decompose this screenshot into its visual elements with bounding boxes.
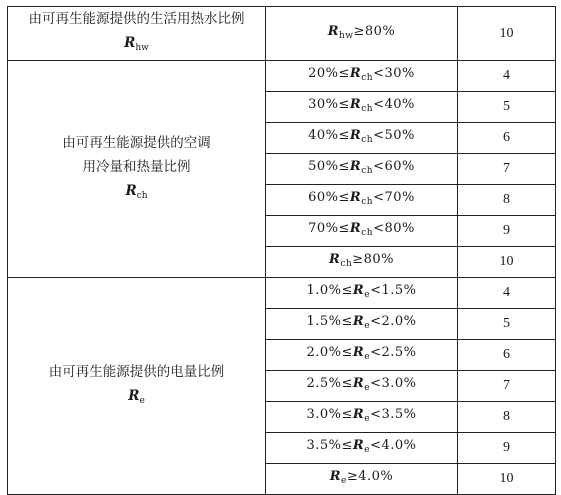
score-cell: 7 (458, 154, 556, 185)
range-upper-bound: ≥80% (353, 23, 396, 39)
range-symbol-letter: R (352, 438, 365, 453)
range-cell (266, 123, 458, 154)
score-cell: 9 (458, 216, 556, 247)
range-symbol-letter: R (349, 97, 362, 112)
range-cell (266, 216, 458, 247)
range-upper-bound: <3.5% (370, 407, 417, 422)
range-cell (266, 464, 458, 495)
range-cell (266, 309, 458, 340)
range-symbol-subscript: ch (340, 259, 353, 269)
range-upper-bound: <2.0% (370, 314, 417, 329)
range-symbol-letter: R (352, 376, 365, 391)
scoring-table-container (7, 6, 555, 495)
score-cell: 8 (458, 185, 556, 216)
scoring-table (7, 6, 556, 495)
range-symbol-subscript: e (364, 321, 371, 331)
range-cell (266, 154, 458, 185)
table-row (8, 278, 556, 309)
score-cell: 10 (458, 7, 556, 61)
range-cell (266, 92, 458, 123)
range-symbol-letter: R (349, 221, 362, 236)
range-cell (266, 433, 458, 464)
item-symbol-subscript: ch (136, 190, 148, 201)
item-symbol (8, 384, 265, 413)
range-cell (266, 340, 458, 371)
item-symbol (8, 31, 265, 60)
item-name-line: 由可再生能源提供的生活用热水比例 (28, 11, 245, 27)
range-symbol-subscript: ch (361, 135, 374, 145)
range-lower-bound: 20%≤ (308, 66, 350, 81)
range-symbol-subscript: ch (361, 73, 374, 83)
range-lower-bound: 2.0%≤ (306, 345, 353, 360)
item-name-cell (8, 61, 266, 278)
score-cell: 6 (458, 340, 556, 371)
table-row (8, 61, 556, 92)
range-lower-bound: 1.5%≤ (306, 314, 353, 329)
range-symbol-subscript: e (364, 445, 371, 455)
item-name-line: 由可再生能源提供的空调 (62, 134, 211, 151)
range-symbol-letter: R (352, 407, 365, 422)
range-upper-bound: <40% (373, 97, 415, 112)
range-symbol-letter: R (349, 128, 362, 143)
item-symbol-letter: R (128, 387, 140, 404)
item-symbol-subscript: e (139, 395, 145, 406)
range-cell (266, 247, 458, 278)
score-cell: 10 (458, 247, 556, 278)
range-symbol-subscript: hw (339, 30, 354, 41)
range-upper-bound: <80% (373, 221, 415, 236)
range-symbol-subscript: e (364, 290, 371, 300)
range-symbol-letter: R (327, 23, 339, 39)
range-lower-bound: 1.0%≤ (306, 283, 353, 298)
score-cell: 4 (458, 61, 556, 92)
range-upper-bound: ≥80% (352, 252, 394, 267)
range-symbol-letter: R (349, 159, 362, 174)
range-symbol-subscript: ch (361, 104, 374, 114)
score-cell: 10 (458, 464, 556, 495)
range-cell (266, 278, 458, 309)
table-row (8, 7, 556, 61)
range-upper-bound: <2.5% (370, 345, 417, 360)
score-cell: 4 (458, 278, 556, 309)
range-symbol-subscript: ch (361, 197, 374, 207)
range-symbol-subscript: e (364, 352, 371, 362)
range-upper-bound: <60% (373, 159, 415, 174)
score-cell: 7 (458, 371, 556, 402)
range-symbol-letter: R (349, 66, 362, 81)
score-cell: 5 (458, 309, 556, 340)
scoring-table-body (8, 7, 556, 495)
range-symbol-subscript: e (364, 383, 371, 393)
item-symbol-subscript: hw (135, 43, 149, 53)
range-lower-bound: 30%≤ (308, 97, 350, 112)
score-cell: 6 (458, 123, 556, 154)
range-lower-bound: 3.5%≤ (306, 438, 353, 453)
range-lower-bound: 40%≤ (308, 128, 350, 143)
range-symbol-letter: R (352, 345, 365, 360)
range-upper-bound: <70% (373, 190, 415, 205)
range-symbol-letter: R (329, 252, 341, 267)
range-lower-bound: 60%≤ (308, 190, 350, 205)
score-cell: 9 (458, 433, 556, 464)
item-name-cell (8, 7, 266, 61)
score-cell: 8 (458, 402, 556, 433)
range-upper-bound: <4.0% (370, 438, 417, 453)
range-lower-bound: 70%≤ (308, 221, 350, 236)
score-cell: 5 (458, 92, 556, 123)
range-upper-bound: <30% (373, 66, 415, 81)
range-cell (266, 61, 458, 92)
range-symbol-subscript: ch (361, 166, 374, 176)
item-symbol-letter: R (124, 35, 136, 51)
range-upper-bound: ≥4.0% (346, 469, 394, 484)
item-name-line: 由可再生能源提供的电量比例 (48, 363, 225, 380)
range-lower-bound: 3.0%≤ (306, 407, 353, 422)
range-cell (266, 371, 458, 402)
range-upper-bound: <50% (373, 128, 415, 143)
range-symbol-subscript: e (341, 476, 347, 486)
item-name-line: 用冷量和热量比例 (82, 158, 191, 175)
range-symbol-letter: R (352, 314, 365, 329)
range-lower-bound: 2.5%≤ (306, 376, 353, 391)
range-upper-bound: <1.5% (370, 283, 417, 298)
range-cell (266, 7, 458, 61)
range-symbol-letter: R (352, 283, 365, 298)
range-symbol-subscript: ch (361, 228, 374, 238)
item-name-cell (8, 278, 266, 495)
range-upper-bound: <3.0% (370, 376, 417, 391)
item-symbol-letter: R (125, 182, 137, 199)
range-cell (266, 402, 458, 433)
range-lower-bound: 50%≤ (308, 159, 350, 174)
range-cell (266, 185, 458, 216)
range-symbol-letter: R (329, 469, 342, 484)
range-symbol-letter: R (349, 190, 362, 205)
range-symbol-subscript: e (364, 414, 371, 424)
item-symbol (8, 179, 265, 208)
